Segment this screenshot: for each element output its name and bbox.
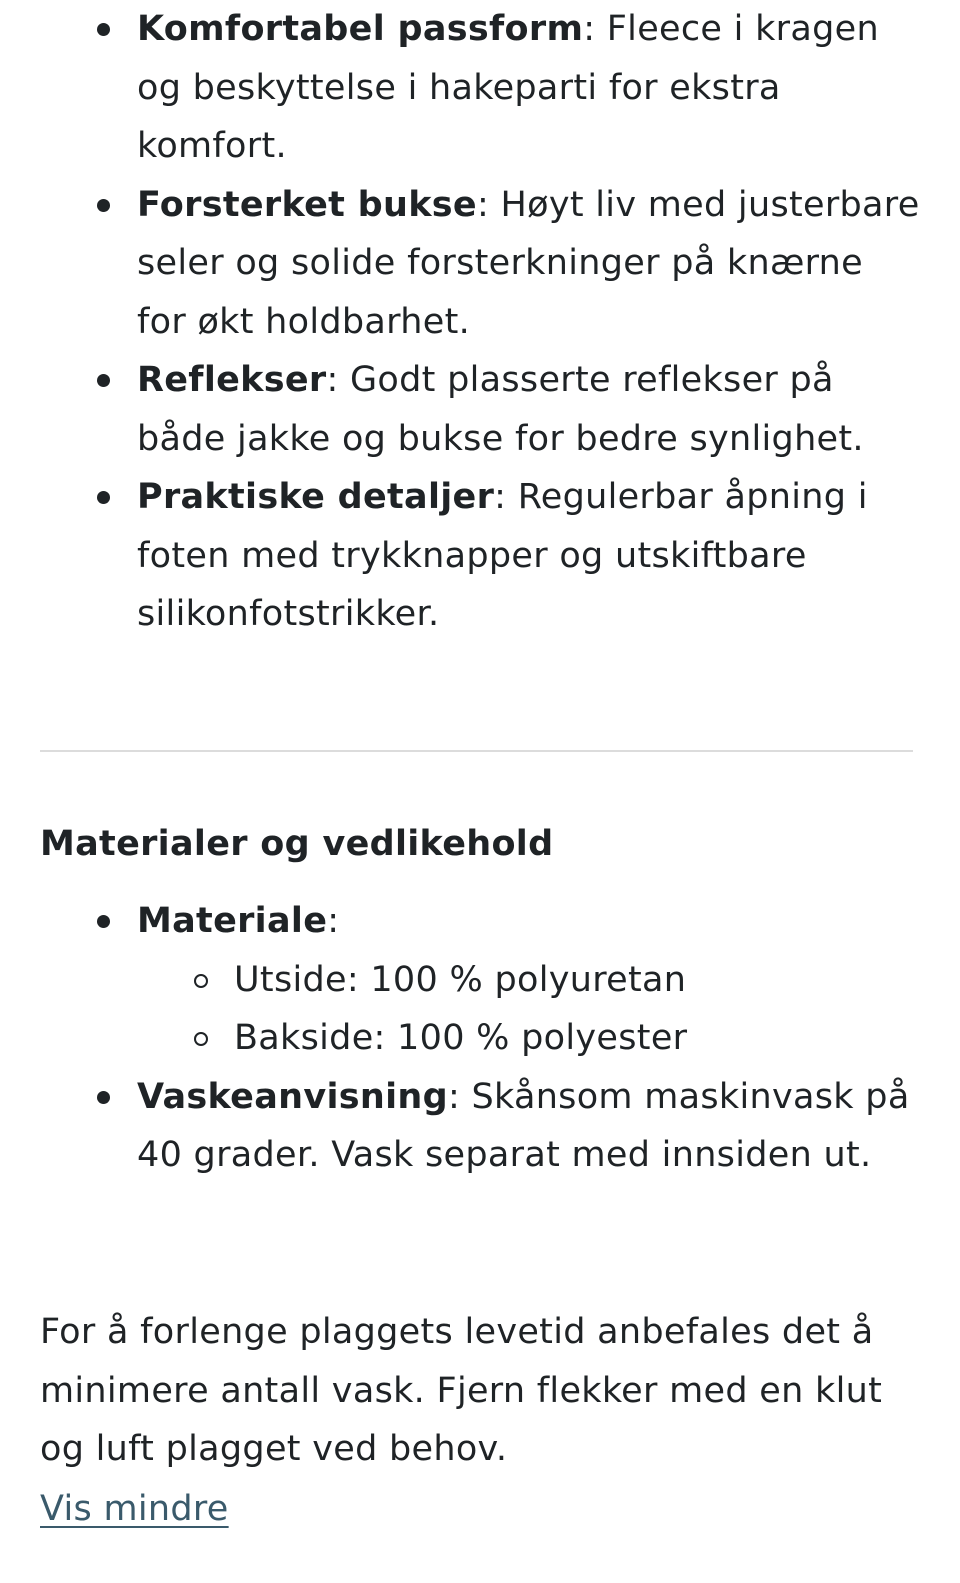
materials-block: [40, 892, 920, 1185]
material-title: Materiale: [137, 901, 328, 941]
sub-list-item: [40, 951, 920, 1010]
washing-title: Vaskeanvisning: [137, 1076, 448, 1117]
features-list: [40, 0, 920, 644]
feature-title: Praktiske detaljer: [137, 477, 495, 517]
show-less-link[interactable]: Vis mindre: [40, 1489, 229, 1529]
material-suffix: :: [327, 901, 340, 941]
material-inner: Bakside: 100 % polyester: [234, 1018, 688, 1058]
washing-text: : Skånsom maskinvask på 40 grader. Vask separat med innsiden ut.: [137, 1076, 910, 1175]
care-paragraph: For å forlenge plaggets levetid anbefales det å minimere antall vask. Fjern flekker med en klut og luft plagget ved behov.: [40, 1312, 883, 1469]
feature-title: Forsterket bukse: [137, 184, 477, 225]
list-item: [40, 176, 920, 352]
material-sublist: [137, 951, 920, 1068]
list-item: [40, 0, 920, 176]
section-title: Materialer og vedlikehold: [40, 824, 554, 864]
feature-title: Reflekser: [137, 360, 327, 400]
list-item: [40, 351, 920, 468]
feature-text: : Høyt liv med justerbare seler og solide forsterkninger på knærne for økt holdbarhet.: [137, 184, 920, 342]
section-divider: [40, 750, 913, 752]
sub-list-item: [40, 1009, 920, 1068]
materials-list: [40, 892, 920, 1185]
feature-text: : Fleece i kragen og beskyttelse i hakeparti for ekstra komfort.: [137, 9, 879, 166]
feature-text: : Godt plasserte reflekser på både jakke og bukse for bedre synlighet.: [137, 360, 864, 459]
material-outer: Utside: 100 % polyuretan: [234, 959, 687, 1000]
list-item: [40, 892, 920, 1068]
feature-text: : Regulerbar åpning i foten med trykknapper og utskiftbare silikonfotstrikker.: [137, 477, 868, 634]
features-block: [40, 0, 920, 644]
list-item: [40, 468, 920, 644]
feature-title: Komfortabel passform: [137, 9, 584, 49]
list-item: [40, 1068, 920, 1185]
